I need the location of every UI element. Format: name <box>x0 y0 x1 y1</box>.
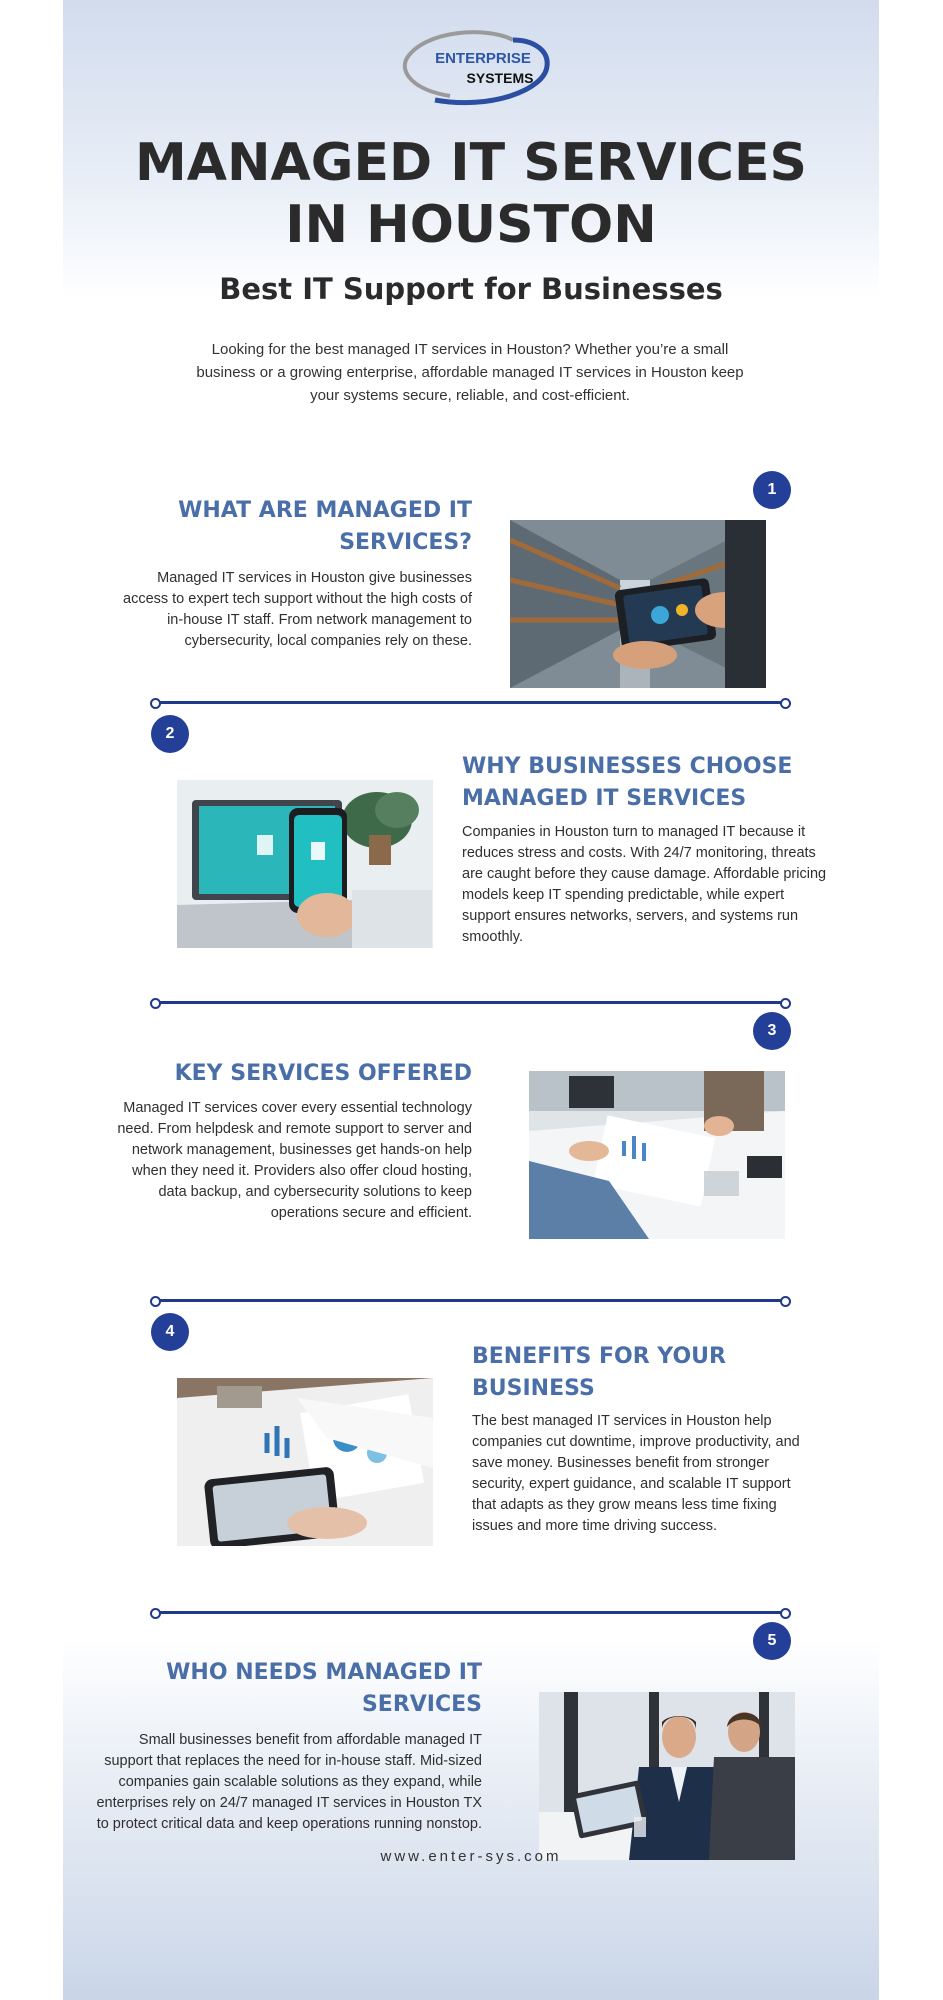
title-line-1: MANAGED IT SERVICES <box>135 133 807 193</box>
step-badge-1: 1 <box>753 471 791 509</box>
meeting-desk-photo <box>529 1071 785 1239</box>
page-subtitle: Best IT Support for Businesses <box>219 272 723 306</box>
section-3-heading-line-1: KEY SERVICES OFFERED <box>174 1061 472 1086</box>
step-badge-2: 2 <box>151 715 189 753</box>
website-url[interactable]: www.enter-sys.com <box>380 1848 562 1865</box>
section-divider-4 <box>159 1611 781 1614</box>
intro-paragraph: Looking for the best managed IT services in Houston? Whether you’re a small business or a growing enterprise, affordable managed IT services in Houston keep your systems secure, reliable, and cost-efficient. <box>196 341 744 404</box>
section-divider-1 <box>159 701 781 704</box>
section-1-heading <box>140 495 472 559</box>
businessmen-laptop-photo <box>539 1692 795 1860</box>
logo-text-enterprise: ENTERPRISE <box>435 50 531 67</box>
section-1-heading-line-2: SERVICES? <box>339 530 472 555</box>
section-1-body: Managed IT services in Houston give businesses access to expert tech support without the high costs of in-house IT staff. From network management to cybersecurity, local companies rely on these. <box>123 570 472 649</box>
section-2-body: Companies in Houston turn to managed IT because it reduces stress and costs. With 24/7 monitoring, threats are caught before they cause damage. Affordable pricing models keep IT spending predictable, while expert support ensures networks, servers, and systems run smoothly. <box>462 824 827 945</box>
section-5-body: Small businesses benefit from affordable managed IT support that replaces the need for in-house staff. Mid-sized companies gain scalable solutions as they expand, while enterprises rely on 24/7 managed IT services in Houston TX to protect critical data and keep operations running nonstop. <box>96 1732 482 1832</box>
section-3-heading <box>140 1058 472 1090</box>
section-5-heading-line-1: WHO NEEDS MANAGED IT <box>166 1660 482 1685</box>
section-2-heading-line-2: MANAGED IT SERVICES <box>462 786 747 811</box>
section-2-heading <box>462 751 822 815</box>
section-1-heading-line-1: WHAT ARE MANAGED IT <box>178 498 472 523</box>
section-divider-2 <box>159 1001 781 1004</box>
enterprise-systems-logo[interactable] <box>395 28 555 108</box>
section-5-heading <box>140 1657 482 1721</box>
section-4-heading-line-1: BENEFITS FOR YOUR <box>472 1344 726 1369</box>
section-3-body: Managed IT services cover every essential technology need. From helpdesk and remote support to server and network management, businesses get hands-on help when they need it. Providers also offer cloud hosting, data backup, and cybersecurity solutions to keep operations secure and efficient. <box>117 1100 472 1221</box>
section-4-heading <box>472 1341 812 1405</box>
section-2-heading-line-1: WHY BUSINESSES CHOOSE <box>462 754 793 779</box>
divider-dot-right-1 <box>780 698 791 709</box>
charts-tablet-photo <box>177 1378 433 1546</box>
warehouse-tablet-photo <box>510 520 766 688</box>
section-4-body: The best managed IT services in Houston help companies cut downtime, improve productivity, and save money. Businesses benefit from stronger security, expert guidance, and scalable IT support that adapts as they grow means less time fixing issues and more time driving success. <box>472 1413 800 1534</box>
title-line-2: IN HOUSTON <box>285 195 657 255</box>
divider-dot-right-3 <box>780 1296 791 1307</box>
step-badge-5: 5 <box>753 1622 791 1660</box>
page-title <box>63 132 879 256</box>
divider-dot-right-4 <box>780 1608 791 1619</box>
laptop-phone-photo <box>177 780 433 948</box>
step-badge-4: 4 <box>151 1313 189 1351</box>
step-badge-3: 3 <box>753 1012 791 1050</box>
divider-dot-right-2 <box>780 998 791 1009</box>
section-divider-3 <box>159 1299 781 1302</box>
section-5-heading-line-2: SERVICES <box>361 1692 482 1717</box>
section-4-heading-line-2: BUSINESS <box>472 1376 595 1401</box>
logo-text-systems: SYSTEMS <box>466 70 534 86</box>
